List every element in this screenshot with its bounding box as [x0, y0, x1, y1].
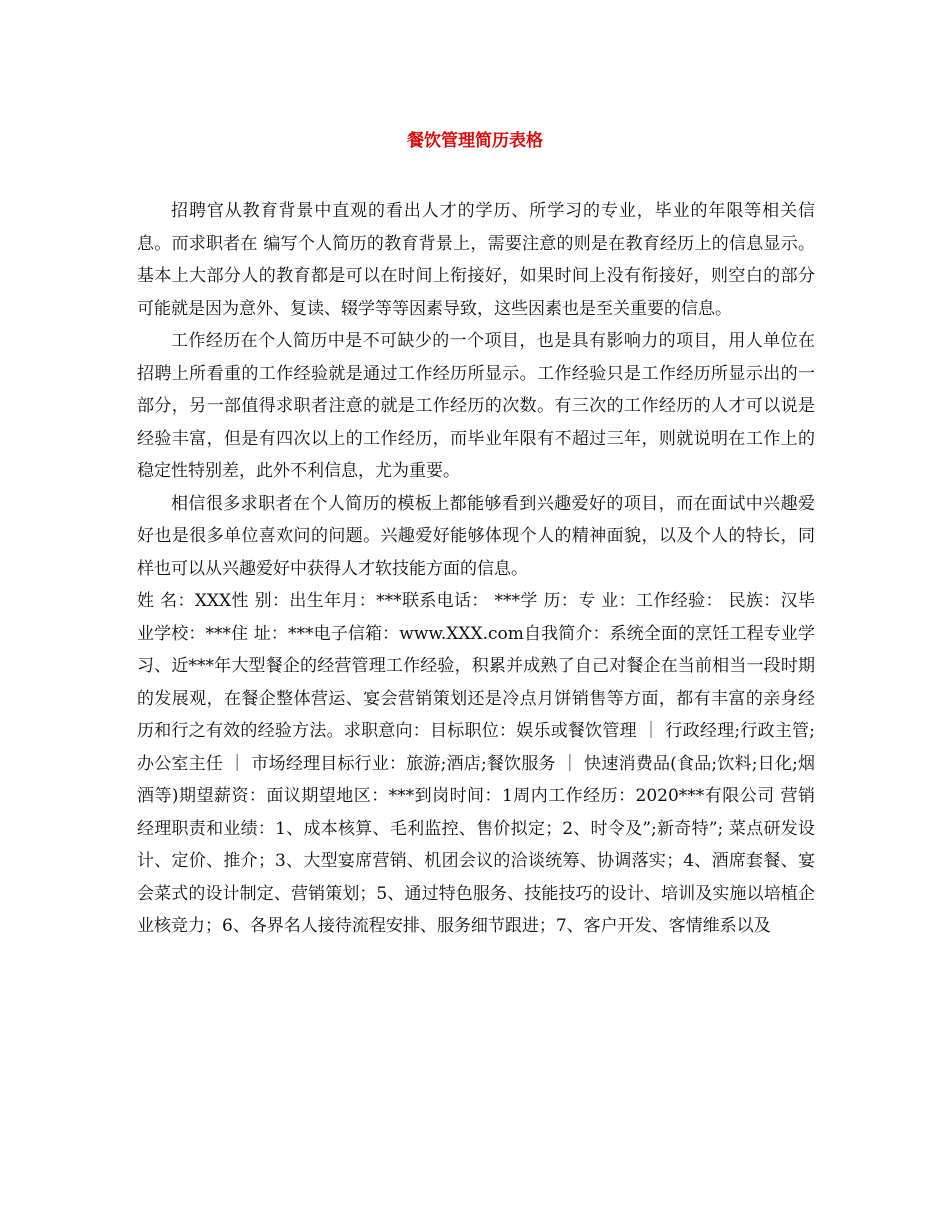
resume-details: 姓 名：XXX性 别：出生年月：***联系电话： ***学 历：专 业：工作经验： 民族：汉毕业学校：***住 址：***电子信箱：www.XXX.com自我简介：系统全面的烹饪工程专业学习、近***年大型餐企的经营管理工作经验，积累并成熟了自己对餐企在当前相当一段时期的发展观，在餐企整体营运、宴会营销策划还是冷点月饼销售等方面，都有丰富的亲身经历和行之有效的经验方法。求职意向：目标职位：娱乐或餐饮管理 ｜ 行政经理;行政主管;办公室主任 ｜ 市场经理目标行业：旅游;酒店;餐饮服务 ｜ 快速消费品(食品;饮料;日化;烟酒等)期望薪资：面议期望地区：***到岗时间：1周内工作经历：2020***有限公司 营销经理职责和业绩：1、成本核算、毛利监控、售价拟定；2、时令及”;新奇特”; 菜点研发设计、定价、推介；3、大型宴席营销、机团会议的洽谈统筹、协调落实；4、酒席套餐、宴会菜式的设计制定、营销策划；5、通过特色服务、技能技巧的设计、培训及实施以培植企业核竞力；6、各界名人接待流程安排、服务细节跟进；7、客户开发、客情维系以及: [137, 591, 815, 936]
paragraph-hobbies: 相信很多求职者在个人简历的模板上都能够看到兴趣爱好的项目，而在面试中兴趣爱好也是很多单位喜欢问的问题。兴趣爱好能够体现个人的精神面貌，以及个人的特长，同样也可以从兴趣爱好中获得人才软技能方面的信息。: [137, 493, 815, 579]
paragraph-education: 招聘官从教育背景中直观的看出人才的学历、所学习的专业，毕业的年限等相关信息。而求职者在 编写个人简历的教育背景上，需要注意的则是在教育经历上的信息显示。基本上大部分人的教育都是可以在时间上衔接好，如果时间上没有衔接好，则空白的部分可能就是因为意外、复读、辍学等等因素导致，这些因素也是至关重要的信息。: [137, 201, 815, 319]
paragraph-work-experience: 工作经历在个人简历中是不可缺少的一个项目，也是具有影响力的项目，用人单位在招聘上所看重的工作经验就是通过工作经历所显示。工作经验只是工作经历所显示出的一部分，另一部值得求职者注意的就是工作经历的次数。有三次的工作经历的人才可以说是经验丰富，但是有四次以上的工作经历，而毕业年限有不超过三年，则就说明在工作上的稳定性特别差，此外不利信息，尤为重要。: [137, 331, 815, 481]
page-title: 餐饮管理简历表格: [407, 131, 543, 151]
document-body: [137, 195, 815, 943]
